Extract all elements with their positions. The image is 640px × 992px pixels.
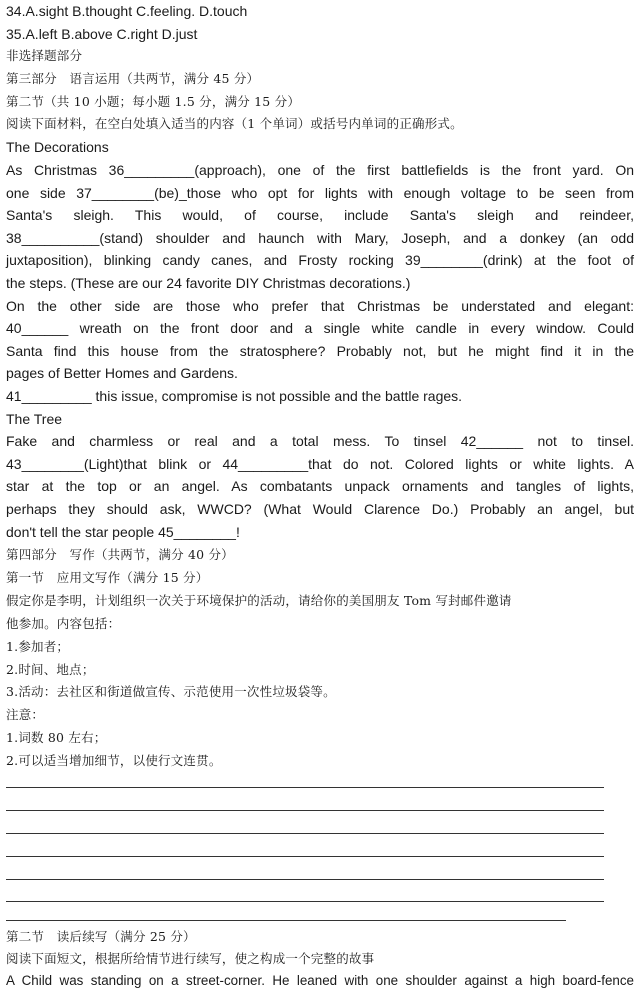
notes-label: 注意： — [6, 707, 45, 722]
part3-heading: 第三部分 语言运用（共两节，满分 45 分） — [6, 71, 260, 86]
passage-line: pages of Better Homes and Gardens. — [6, 365, 238, 381]
passage-line: the steps. (These are our 24 favorite DIY Christmas decorations.) — [6, 275, 411, 291]
answer-line — [6, 787, 604, 788]
writing-prompt-line: 他参加。内容包括： — [6, 616, 121, 631]
passage-line: juxtaposition), blinking candy canes, and Frosty rocking 39________(drink) at the foot of — [6, 252, 634, 268]
continuation-instruction: 阅读下面短文，根据所给情节进行续写，使之构成一个完整的故事 — [6, 951, 375, 966]
tree-title: The Tree — [6, 411, 63, 427]
decorations-title: The Decorations — [6, 139, 109, 155]
question-41-line: 41_________ this issue, compromise is not possible and the battle rages. — [6, 388, 463, 404]
question-34-options: 34.A.sight B.thought C.feeling. D.touch — [6, 3, 248, 19]
part3-instruction: 阅读下面材料，在空白处填入适当的内容（1 个单词）或括号内单词的正确形式。 — [6, 116, 463, 131]
passage-line: 43________(Light)that blink or 44_________that do not. Colored lights or white lights. A — [6, 456, 634, 472]
answer-line — [6, 810, 604, 811]
part4-section1-heading: 第一节 应用文写作（满分 15 分） — [6, 570, 209, 585]
note-item: 1.词数 80 左右； — [6, 730, 107, 745]
passage-line: Santa's sleigh. This would, of course, include Santa's sleigh and reindeer, — [6, 207, 634, 223]
passage-line: one side 37________(be)_those who opt for lights with enough voltage to be seen from — [6, 185, 634, 201]
note-item: 2.可以适当增加细节，以使行文连贯。 — [6, 753, 222, 768]
passage-line: 38__________(stand) shoulder and haunch with Mary, Joseph, and a donkey (an odd — [6, 230, 634, 246]
answer-line — [6, 856, 604, 857]
passage-line: On the other side are those who prefer that Christmas be understated and elegant: — [6, 298, 634, 314]
non-choice-heading: 非选择题部分 — [6, 48, 83, 63]
passage-line: 40______ wreath on the front door and a single white candle in every window. Could — [6, 320, 634, 336]
passage-line: star at the top or an angel. As combatants unpack ornaments and tangles of lights, — [6, 478, 634, 494]
answer-line — [6, 879, 604, 880]
writing-prompt-line: 假定你是李明，计划组织一次关于环境保护的活动，请给你的美国朋友 Tom 写封邮件邀请 — [6, 593, 512, 608]
passage-line: Fake and charmless or real and a total mess. To tinsel 42______ not to tinsel. — [6, 433, 634, 449]
part3-section2-heading: 第二节（共 10 小题；每小题 1.5 分，满分 15 分） — [6, 94, 301, 109]
passage-line: perhaps they should ask, WWCD? (What Would Clarence Do.) Probably an angel, but — [6, 501, 634, 517]
content-item: 2.时间、地点； — [6, 662, 95, 677]
question-35-options: 35.A.left B.above C.right D.just — [6, 26, 198, 42]
passage-line: don't tell the star people 45________! — [6, 524, 240, 540]
story-first-line: A Child was standing on a street-corner. He leaned with one shoulder against a high board-fence — [6, 973, 634, 988]
content-item: 3.活动：去社区和街道做宣传、示范使用一次性垃圾袋等。 — [6, 684, 336, 699]
passage-line: Santa find this house from the stratosphere? Probably not, but he might find it in the — [6, 343, 634, 359]
answer-line — [6, 833, 604, 834]
answer-line — [6, 901, 604, 902]
passage-line: As Christmas 36_________(approach), one of the first battlefields is the front yard. On — [6, 162, 634, 178]
part4-section2-heading: 第二节 读后续写（满分 25 分） — [6, 929, 196, 944]
part4-heading: 第四部分 写作（共两节，满分 40 分） — [6, 547, 234, 562]
content-item: 1.参加者； — [6, 639, 70, 654]
answer-line — [6, 920, 566, 921]
